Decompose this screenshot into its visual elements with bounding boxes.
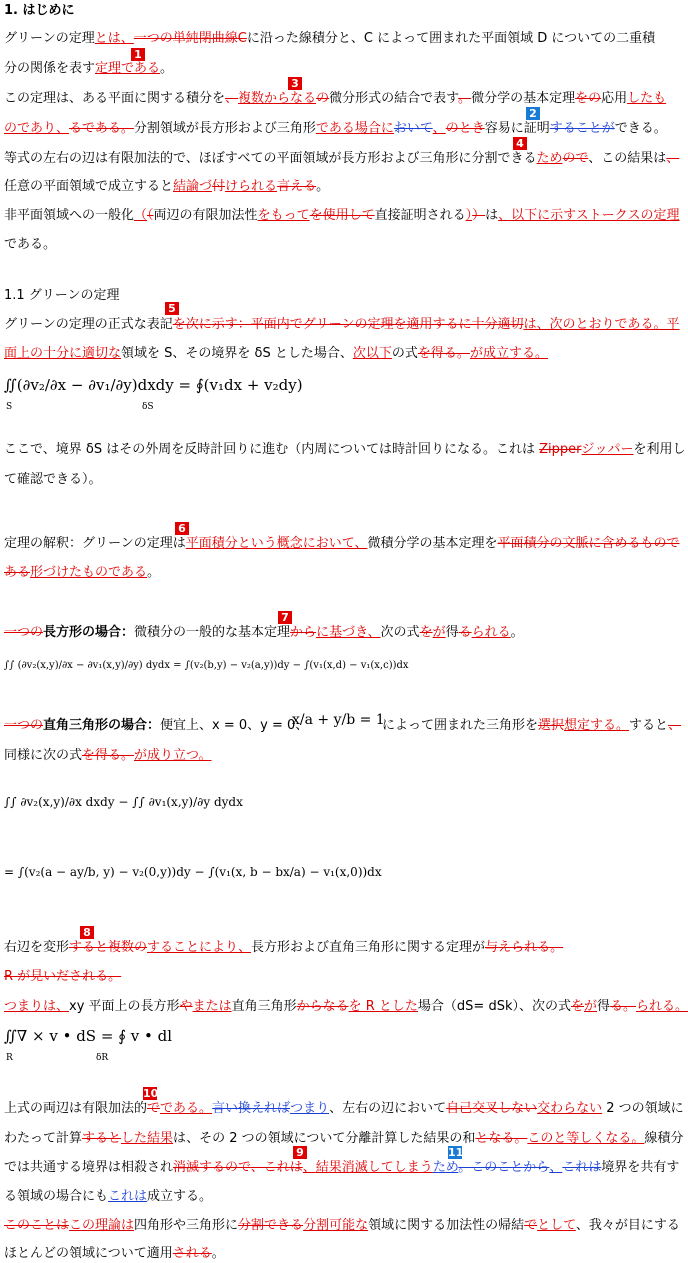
revision-marker[interactable]: 6 [175, 522, 189, 535]
equation-subscript: δR [96, 1053, 109, 1063]
revision-marker[interactable]: 11 [448, 1146, 464, 1159]
paragraph-line: 上式の両辺は有限加法的でである。言い換えればつまり、左右の辺において自己交叉しない交わらない 2 つの領域に [4, 1101, 684, 1116]
equation-subscript: S [6, 402, 13, 412]
paragraph-line: のであり、るである。分割領域が長方形および三角形である場合において、のとき容易に証明することができる。 [4, 121, 667, 136]
paragraph-line: 非平面領域への一般化（（両辺の有限加法性をもってを使用して直接証明される））は、以下に示すストークスの定理 [4, 208, 680, 223]
paragraph-line: 一つの直角三角形の場合：便宜上、x = 0、y = 0、 [4, 718, 309, 733]
revision-marker[interactable]: 1 [131, 48, 145, 61]
equation-stokes: ∬∇ × v • dS = ∮ v • dl [4, 1027, 173, 1045]
paragraph-line: この定理は、ある平面に関する積分を、複数からなるの微分形式の結合で表す。微分学の基本定理をの応用したも [4, 91, 667, 106]
paragraph-line: て確認できる）。 [4, 472, 102, 487]
equation-greens-theorem: ∬(∂v₂/∂x − ∂v₁/∂y)dxdy = ∮(v₁dx + v₂dy) [4, 376, 303, 394]
revision-marker[interactable]: 10 [143, 1087, 159, 1100]
paragraph-line: 一つの長方形の場合：微積分の一般的な基本定理からに基づき、次の式をが得るられる。 [4, 625, 524, 640]
equation-line-boundary: x/a + y/b = 1 [292, 712, 385, 728]
paragraph-line: このことはこの理論は四角形や三角形に分割できる分割可能な領域に関する加法性の帰結でとして、我々が目にする [4, 1218, 680, 1233]
revision-marker[interactable]: 8 [80, 926, 94, 939]
revision-marker[interactable]: 7 [278, 611, 292, 624]
paragraph-line: ある形づけたものである。 [4, 565, 161, 580]
revision-marker[interactable]: 3 [288, 77, 302, 90]
paragraph-line: 分の関係を表す定理である。 [4, 61, 174, 76]
equation-subscript: R [6, 1053, 13, 1063]
paragraph-line: 同様に次の式を得る。が成り立つ。 [4, 748, 212, 763]
equation-rectangle: ∫∫ (∂v₂(x,y)/∂x − ∂v₁(x,y)/∂y) dydx = ∫(v₂(b,y) − v₂(a,y))dy − ∫(v₁(x,d) − v₁(x,c))dx [4, 660, 409, 671]
paragraph-line: R が見いだされる。 [4, 969, 122, 984]
paragraph-line: 右辺を変形すると複数のすることにより、長方形および直角三角形に関する定理が与えられる。 [4, 940, 564, 955]
subsection-heading: 1.1 グリーンの定理 [4, 288, 120, 303]
equation-triangle-lhs: ∫∫ ∂v₂(x,y)/∂x dxdy − ∫∫ ∂v₁(x,y)/∂y dydx [4, 795, 243, 809]
section-heading: 1. はじめに [4, 3, 75, 18]
paragraph-line: によって囲まれた三角形を選択想定する。すると、 [382, 718, 682, 733]
equation-subscript: δS [142, 402, 154, 412]
equation-triangle-rhs: = ∫(v₂(a − ay/b, y) − v₂(0,y))dy − ∫(v₁(x, b − bx/a) − v₁(x,0))dx [4, 865, 382, 879]
paragraph-line: 定理の解釈：グリーンの定理は平面積分という概念において、微積分学の基本定理を平面積分の文脈に含めるもので [4, 536, 680, 551]
paragraph-line: 面上の十分に適切な領域を S、その境界を δS とした場合、次以下の式を得る。が成立する。 [4, 346, 548, 361]
paragraph-line: る領域の場合にもこれは成立する。 [4, 1189, 213, 1204]
paragraph-line: では共通する境界は相殺され消滅するので、これは、結果消滅してしまうため。このことから、これは境界を共有す [4, 1160, 680, 1175]
revision-marker[interactable]: 9 [293, 1146, 307, 1159]
paragraph-line: グリーンの定理の正式な表記を次に示す：平面内でグリーンの定理を適用するに十分適切は、次のとおりである。平 [4, 317, 680, 332]
paragraph-line: わたって計算するとした結果は、その 2 つの領域について分離計算した結果の和となる。このと等しくなる。線積分 [4, 1131, 684, 1146]
paragraph-line: ほとんどの領域について適用される。 [4, 1246, 225, 1261]
paragraph-line: である。 [4, 237, 57, 252]
revision-marker[interactable]: 4 [513, 137, 527, 150]
paragraph-line: 等式の左右の辺は有限加法的で、ほぼすべての平面領域が長方形および三角形に分割できるためので、この結果は、 [4, 151, 680, 166]
revision-marker[interactable]: 2 [526, 107, 540, 120]
paragraph-line: ここで、境界 δS はその外周を反時計回りに進む（内周については時計回りになる。これは Zipperジッパーを利用し [4, 442, 686, 457]
paragraph-line: グリーンの定理とは、一つの単純閉曲線Cに沿った線積分と、C によって囲まれた平面領域 D についての二重積 [4, 31, 656, 46]
revision-marker[interactable]: 5 [165, 302, 179, 315]
paragraph-line: つまりは、xy 平面上の長方形やまたは直角三角形からなるを R とした場合（dS= dSk）、次の式をが得る。られる。 [4, 999, 688, 1014]
paragraph-line: 任意の平面領域で成立すると結論づ付けられる言える。 [4, 179, 330, 194]
